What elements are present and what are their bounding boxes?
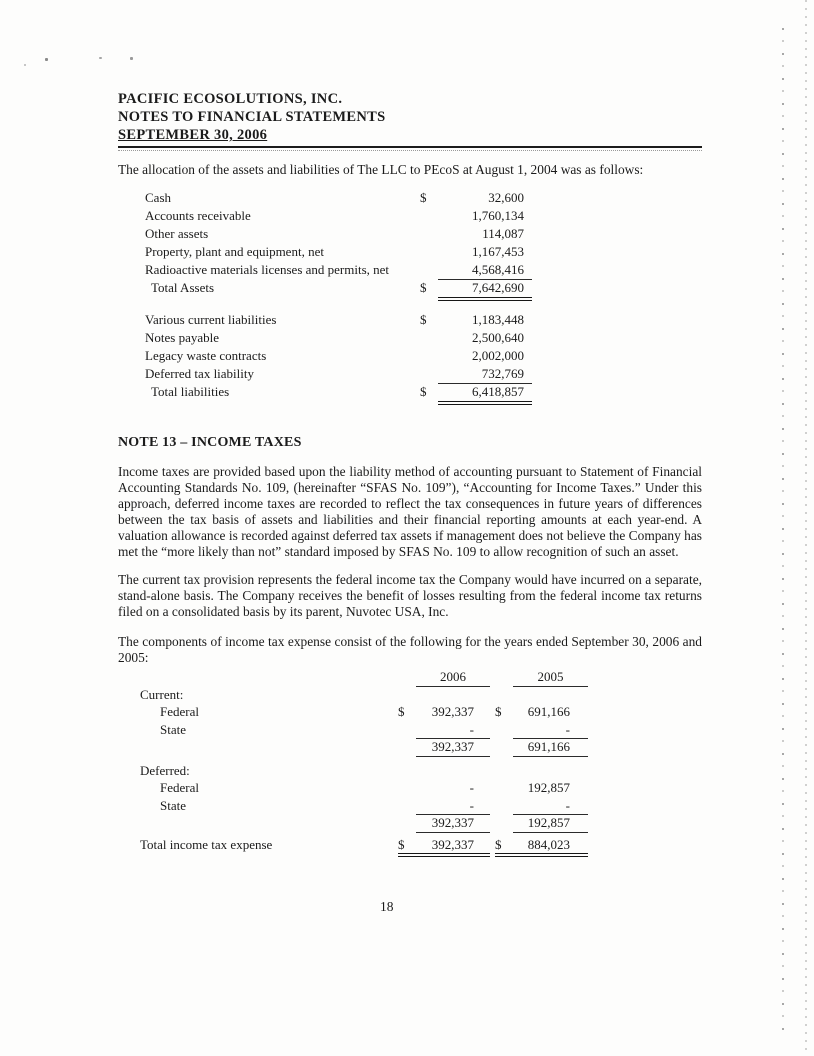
subtotal-row <box>118 738 702 756</box>
note-13-paragraph-3: The components of income tax expense consist of the following for the years ended September 30, 2006 and 2005: <box>118 634 702 665</box>
row-amount: 7,642,690 <box>438 279 532 301</box>
currency-sign: $ <box>398 704 405 719</box>
currency-sign: $ <box>398 836 405 852</box>
row-amount: 2,002,000 <box>472 348 524 363</box>
row-label: Notes payable <box>145 330 220 345</box>
total-2006-group <box>398 836 490 858</box>
note-13-paragraph-2: The current tax provision represents the federal income tax the Company would have incurred on a separate, stand-alone basis. The Company receives the benefit of losses resulting from the federal income tax returns filed on a consolidated basis by its parent, Nuvotec USA, Inc. <box>118 572 702 619</box>
scan-speck <box>130 57 133 60</box>
row-amount: 732,769 <box>438 365 532 384</box>
tax-row <box>118 779 702 797</box>
document-header <box>118 90 702 148</box>
page-number: 18 <box>380 899 394 914</box>
table-row <box>145 189 559 207</box>
tax-row <box>118 721 702 739</box>
scan-speck <box>24 64 26 66</box>
section-label: Deferred: <box>140 762 190 778</box>
scan-speck <box>45 58 48 61</box>
document-title: NOTES TO FINANCIAL STATEMENTS <box>118 109 386 125</box>
row-label: State <box>160 797 186 813</box>
value-2005: 691,166 <box>527 704 570 719</box>
currency-sign: $ <box>420 280 427 295</box>
section-row <box>118 762 702 780</box>
subtotal-row <box>118 814 702 832</box>
table-row <box>145 347 559 365</box>
value-2005: 192,857 <box>527 780 570 795</box>
note-13-heading: NOTE 13 – INCOME TAXES <box>118 435 302 450</box>
currency-sign: $ <box>420 384 427 399</box>
value-2005: - <box>513 721 588 740</box>
row-amount: 6,418,857 <box>438 383 532 405</box>
row-label: State <box>160 721 186 737</box>
scan-noise-column <box>805 0 807 1056</box>
row-label: Total income tax expense <box>140 836 273 852</box>
table-row <box>145 311 559 329</box>
row-amount: 1,167,453 <box>472 244 524 259</box>
intro-paragraph: The allocation of the assets and liabilities of The LLC to PEcoS at August 1, 2004 was as follows: <box>118 162 644 177</box>
scan-speck <box>99 57 102 59</box>
row-label: Various current liabilities <box>145 312 277 327</box>
row-label: Total liabilities <box>151 384 230 399</box>
row-label: Federal <box>160 780 199 795</box>
total-row <box>145 383 559 401</box>
company-name: PACIFIC ECOSOLUTIONS, INC. <box>118 91 343 107</box>
row-label: Federal <box>160 704 199 719</box>
subtotal-2006: 392,337 <box>416 814 490 833</box>
document-date: SEPTEMBER 30, 2006 <box>118 127 268 143</box>
year-header-row <box>118 668 702 686</box>
subtotal-2005: 192,857 <box>513 814 588 833</box>
currency-sign: $ <box>420 190 427 205</box>
currency-sign: $ <box>420 312 427 327</box>
scan-noise-column <box>782 28 784 1040</box>
note-13-paragraph-1: Income taxes are provided based upon the liability method of accounting pursuant to Statement of Financial Accounting Standards No. 109, (hereinafter “SFAS No. 109”), “Accounting for Income Taxes.” Under this approach, deferred income taxes are recorded to reflect the tax consequences in future years of differences between the tax basis of assets and liabilities and their financial reporting amounts at each year-end. A valuation allowance is recorded against deferred tax assets if management does not believe the Company has met the “more likely than not” standard imposed by SFAS No. 109 to allow recognition of such an asset. <box>118 464 702 559</box>
value-2006: 392,337 <box>431 704 474 719</box>
row-label: Radioactive materials licenses and permits, net <box>145 262 390 277</box>
table-row <box>145 329 559 347</box>
row-label: Property, plant and equipment, net <box>145 244 324 259</box>
total-2006: 392,337 <box>431 836 474 852</box>
value-2006: - <box>416 797 490 816</box>
table-row <box>145 365 559 383</box>
total-2005: 884,023 <box>527 836 570 852</box>
row-label: Accounts receivable <box>145 208 251 223</box>
table-row <box>145 261 559 279</box>
row-amount: 4,568,416 <box>438 261 532 280</box>
total-2005-group <box>495 836 588 858</box>
subtotal-2005: 691,166 <box>513 738 588 757</box>
value-2005: - <box>513 797 588 816</box>
value-2006: - <box>416 721 490 740</box>
row-label: Cash <box>145 190 171 205</box>
table-row <box>145 207 559 225</box>
table-row <box>145 243 559 261</box>
subtotal-2006: 392,337 <box>416 738 490 757</box>
tax-row <box>118 797 702 815</box>
row-amount: 1,183,448 <box>472 312 524 327</box>
row-amount: 2,500,640 <box>472 330 524 345</box>
row-amount: 32,600 <box>488 190 524 205</box>
page-content <box>118 90 702 853</box>
total-row <box>145 279 559 297</box>
currency-sign: $ <box>495 704 502 719</box>
row-label: Legacy waste contracts <box>145 348 267 363</box>
year-header-2006: 2006 <box>416 668 490 687</box>
section-label: Current: <box>140 686 184 702</box>
liabilities-table <box>145 311 559 401</box>
section-row <box>118 686 702 704</box>
currency-sign: $ <box>495 836 502 852</box>
income-tax-expense-table <box>118 668 702 853</box>
row-label: Total Assets <box>151 280 215 295</box>
tax-row <box>118 703 702 721</box>
table-row <box>145 225 559 243</box>
total-row <box>118 836 702 854</box>
row-label: Deferred tax liability <box>145 366 255 381</box>
year-header-2005: 2005 <box>513 668 588 687</box>
assets-table <box>145 189 559 297</box>
row-amount: 1,760,134 <box>472 208 524 223</box>
row-label: Other assets <box>145 226 209 241</box>
row-amount: 114,087 <box>482 226 524 241</box>
value-2006: - <box>469 780 474 795</box>
